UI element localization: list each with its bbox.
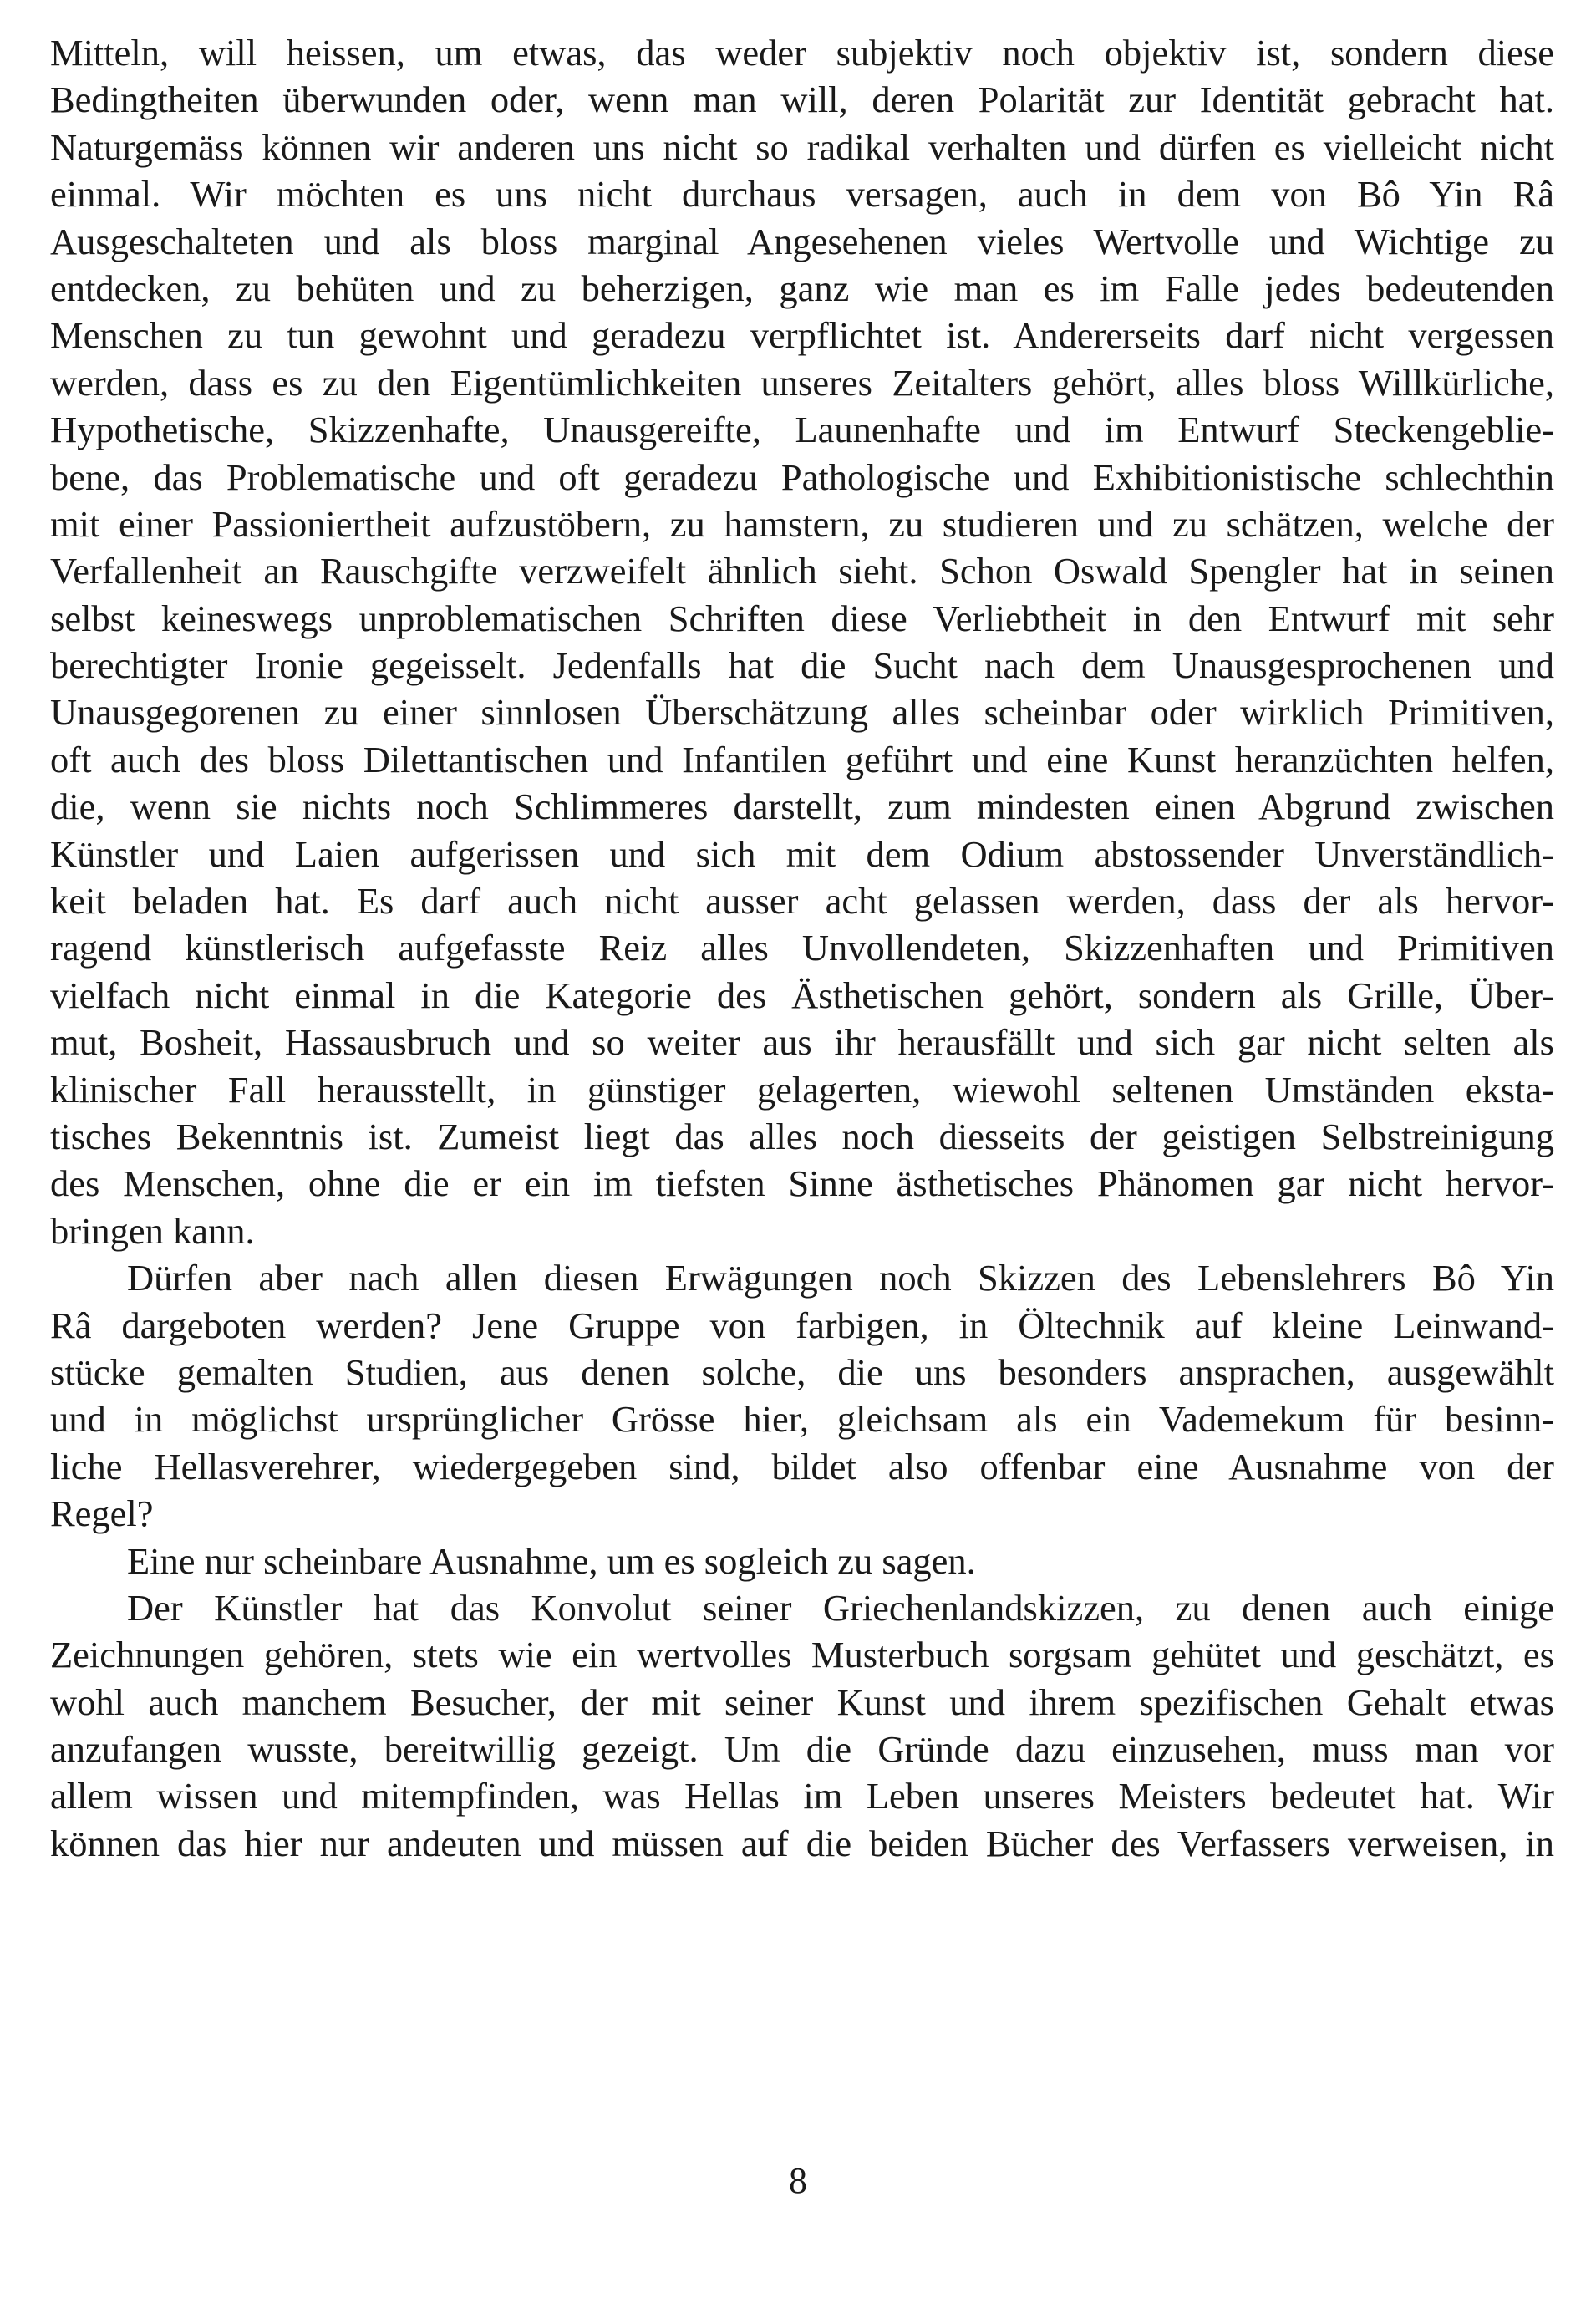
text-line: werden, dass es zu den Eigentümlichkeiten unseres Zeitalters gehört, alles bloss Willkürliche, (50, 361, 1554, 404)
text-line: Eine nur scheinbare Ausnahme, um es sogleich zu sagen. (127, 1539, 976, 1582)
body-text (50, 29, 1554, 1867)
page-number: 8 (789, 2160, 807, 2201)
text-line: tisches Bekenntnis ist. Zumeist liegt das alles noch diesseits der geistigen Selbstreinigung (50, 1115, 1554, 1157)
text-line: ragend künstlerisch aufgefasste Reiz alles Unvollendeten, Skizzenhaften und Primitiven (50, 927, 1554, 969)
text-line: keit beladen hat. Es darf auch nicht ausser acht gelassen werden, dass der als hervor- (50, 880, 1554, 923)
text-line: die, wenn sie nichts noch Schlimmeres darstellt, zum mindesten einen Abgrund zwischen (50, 785, 1554, 828)
text-line: Menschen zu tun gewohnt und geradezu verpflichtet ist. Andererseits darf nicht vergessen (50, 314, 1554, 357)
text-line: Regel? (50, 1492, 154, 1535)
text-line: mit einer Passioniertheit aufzustöbern, zu hamstern, zu studieren und zu schätzen, welche der (50, 502, 1554, 545)
text-line: des Menschen, ohne die er ein im tiefsten Sinne ästhetisches Phänomen gar nicht hervor- (50, 1162, 1554, 1205)
text-line: selbst keineswegs unproblematischen Schriften diese Verliebtheit in den Entwurf mit sehr (50, 597, 1554, 639)
text-line: Der Künstler hat das Konvolut seiner Griechenlandskizzen, zu denen auch einige (127, 1586, 1554, 1629)
text-line: Naturgemäss können wir anderen uns nicht so radikal verhalten und dürfen es vielleicht nicht (50, 125, 1554, 168)
text-line: mut, Bosheit, Hassausbruch und so weiter aus ihr herausfällt und sich gar nicht selten als (50, 1021, 1554, 1064)
text-line: Ausgeschalteten und als bloss marginal Angesehenen vieles Wertvolle und Wichtige zu (50, 220, 1554, 262)
text-line: können das hier nur andeuten und müssen auf die beiden Bücher des Verfassers verweisen, in (50, 1822, 1554, 1864)
text-line: vielfach nicht einmal in die Kategorie des Ästhetischen gehört, sondern als Grille, Über- (50, 974, 1554, 1016)
text-line: berechtigter Ironie gegeisselt. Jedenfalls hat die Sucht nach dem Unausgesprochenen und (50, 644, 1554, 687)
text-line: bringen kann. (50, 1209, 255, 1252)
text-line: allem wissen und mitempfinden, was Hellas im Leben unseres Meisters bedeutet hat. Wir (50, 1775, 1554, 1818)
text-line: Künstler und Laien aufgerissen und sich mit dem Odium abstossender Unverständlich- (50, 832, 1554, 875)
text-line: Dürfen aber nach allen diesen Erwägungen noch Skizzen des Lebenslehrers Bô Yin (127, 1257, 1554, 1299)
text-line: stücke gemalten Studien, aus denen solche, die uns besonders ansprachen, ausgewählt (50, 1350, 1554, 1393)
text-line: entdecken, zu behüten und zu beherzigen, ganz wie man es im Falle jedes bedeutenden (50, 267, 1554, 309)
text-line: Verfallenheit an Rauschgifte verzweifelt ähnlich sieht. Schon Oswald Spengler hat in seinen (50, 550, 1554, 592)
text-line: Mitteln, will heissen, um etwas, das weder subjektiv noch objektiv ist, sondern diese (50, 32, 1554, 74)
text-line: oft auch des bloss Dilettantischen und Infantilen geführt und eine Kunst heranzüchten helfen, (50, 738, 1554, 780)
text-line: wohl auch manchem Besucher, der mit seiner Kunst und ihrem spezifischen Gehalt etwas (50, 1680, 1554, 1723)
text-line: und in möglichst ursprünglicher Grösse hier, gleichsam als ein Vademekum für besinn- (50, 1398, 1554, 1441)
text-line: bene, das Problematische und oft geradezu Pathologische und Exhibitionistische schlechthin (50, 455, 1554, 498)
text-line: klinischer Fall herausstellt, in günstiger gelagerten, wiewohl seltenen Umständen eksta- (50, 1068, 1554, 1111)
text-line: liche Hellasverehrer, wiedergegeben sind, bildet also offenbar eine Ausnahme von der (50, 1445, 1554, 1487)
text-line: anzufangen wusste, bereitwillig gezeigt. Um die Gründe dazu einzusehen, muss man vor (50, 1728, 1554, 1771)
text-line: Hypothetische, Skizzenhafte, Unausgereifte, Launenhafte und im Entwurf Steckengeblie- (50, 409, 1554, 451)
text-line: Zeichnungen gehören, stets wie ein wertvolles Musterbuch sorgsam gehütet und geschätzt, es (50, 1634, 1554, 1676)
text-line: Bedingtheiten überwunden oder, wenn man will, deren Polarität zur Identität gebracht hat. (50, 79, 1554, 121)
text-line: Râ dargeboten werden? Jene Gruppe von farbigen, in Öltechnik auf kleine Leinwand- (50, 1304, 1554, 1346)
text-line: einmal. Wir möchten es uns nicht durchaus versagen, auch in dem von Bô Yin Râ (50, 173, 1554, 216)
text-line: Unausgegorenen zu einer sinnlosen Überschätzung alles scheinbar oder wirklich Primitiven, (50, 691, 1554, 734)
